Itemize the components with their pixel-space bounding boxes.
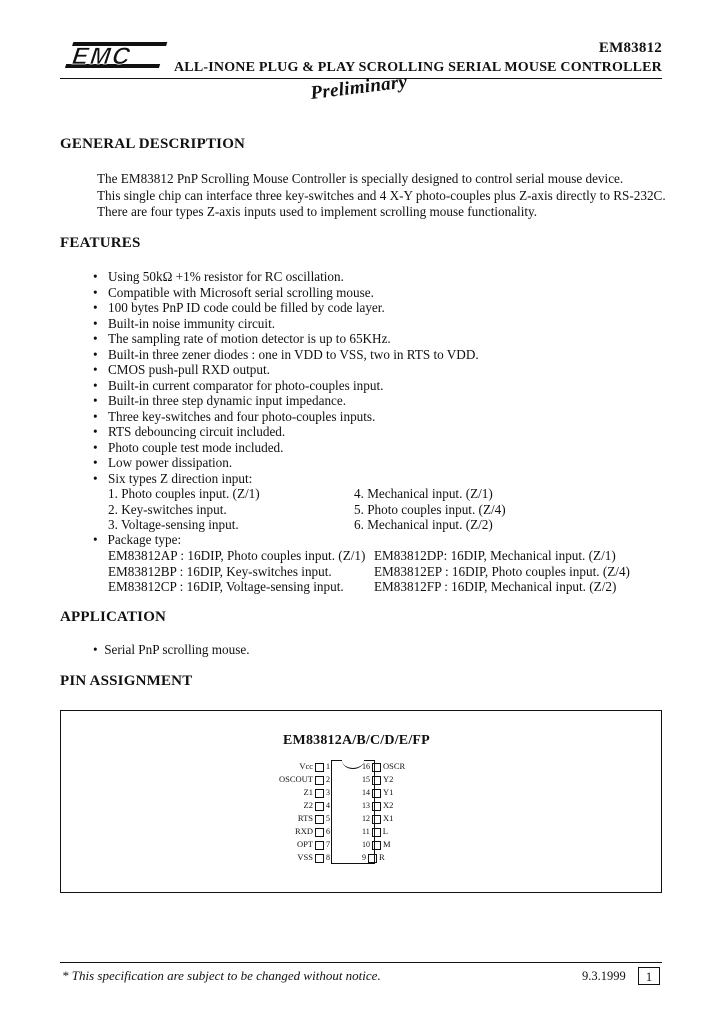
pin: VSS 8: [297, 852, 330, 862]
general-description-text: [97, 171, 677, 221]
pin: Vcc 1: [299, 761, 330, 771]
pin: Z1 3: [303, 787, 330, 797]
package-item: EM83812BP : 16DIP, Key-switches input.: [108, 563, 332, 579]
preliminary-stamp: Preliminary: [309, 71, 409, 105]
svg-text:EMC: EMC: [68, 43, 137, 70]
packages-right: [374, 548, 630, 595]
package-item: EM83812AP : 16DIP, Photo couples input. (Z/1): [108, 548, 366, 563]
pin: 16 OSCR: [362, 761, 406, 771]
description-line: There are four types Z-axis inputs used to implement scrolling mouse functionality.: [97, 204, 538, 219]
pin: 15 Y2: [362, 774, 394, 784]
application-item: • Serial PnP scrolling mouse.: [93, 642, 250, 657]
feature-item: • Low power dissipation.: [93, 455, 233, 470]
pin: RXD 6: [295, 826, 330, 836]
pin: 12 X1: [362, 813, 394, 823]
pin: 13 X2: [362, 800, 394, 810]
feature-item: • Using 50kΩ +1% resistor for RC oscillation.: [93, 269, 344, 284]
package-item: EM83812EP : 16DIP, Photo couples input. (Z/4): [374, 563, 630, 579]
right-pins: [362, 760, 405, 864]
application-heading: APPLICATION: [60, 609, 167, 625]
package-item: EM83812DP: 16DIP, Mechanical input. (Z/1): [374, 548, 616, 563]
package-type-item: • Package type:: [93, 532, 182, 547]
description-line: The EM83812 PnP Scrolling Mouse Controller is specially designed to control serial mouse device.: [97, 171, 624, 186]
pin: 9 R: [362, 852, 385, 862]
z-input-item: 4. Mechanical input. (Z/1): [354, 486, 493, 501]
footer-note: * This specification are subject to be changed without notice.: [62, 968, 381, 983]
feature-item: • RTS debouncing circuit included.: [93, 424, 286, 439]
document-title: ALL-INONE PLUG & PLAY SCROLLING SERIAL MOUSE CONTROLLER: [174, 60, 662, 75]
pin: OSCOUT 2: [278, 774, 330, 784]
chip-title: EM83812A/B/C/D/E/FP: [283, 733, 430, 748]
feature-item: • The sampling rate of motion detector is up to 65KHz.: [93, 331, 391, 346]
package-item: EM83812FP : 16DIP, Mechanical input. (Z/2): [374, 579, 617, 594]
emc-logo: [60, 40, 170, 70]
pin: 10 M: [362, 839, 391, 849]
feature-item: • Compatible with Microsoft serial scrolling mouse.: [93, 284, 374, 300]
z-inputs-right: [354, 486, 506, 533]
feature-item: • Built-in three zener diodes : one in VDD to VSS, two in RTS to VDD.: [93, 346, 479, 362]
chip-notch: [342, 752, 364, 769]
pin-assignment-heading: PIN ASSIGNMENT: [60, 673, 193, 689]
z-input-item: 6. Mechanical input. (Z/2): [354, 517, 493, 532]
z-input-item: 1. Photo couples input. (Z/1): [108, 486, 260, 501]
feature-item: • Three key-switches and four photo-couples inputs.: [93, 408, 376, 424]
feature-item: • Built-in noise immunity circuit.: [93, 315, 276, 331]
pin: 11 L: [362, 826, 388, 836]
footer-date: 9.3.1999: [582, 969, 626, 983]
z-input-item: 5. Photo couples input. (Z/4): [354, 501, 506, 517]
page-number: 1: [638, 967, 660, 985]
feature-item: • CMOS push-pull RXD output.: [93, 362, 270, 377]
feature-item: • Built-in current comparator for photo-couples input.: [93, 377, 384, 393]
part-number: EM83812: [598, 40, 662, 56]
features-list: [93, 269, 479, 486]
pin: 14 Y1: [362, 787, 394, 797]
feature-item: • Built-in three step dynamic input impedance.: [93, 393, 347, 408]
general-description-heading: GENERAL DESCRIPTION: [60, 136, 246, 152]
package-item: EM83812CP : 16DIP, Voltage-sensing input.: [108, 579, 344, 594]
z-inputs-left: [108, 486, 260, 533]
z-input-item: 2. Key-switches input.: [108, 501, 227, 517]
packages-left: [108, 548, 365, 595]
z-input-item: 3. Voltage-sensing input.: [108, 517, 239, 532]
feature-item: • Photo couple test mode included.: [93, 439, 284, 455]
footer-rule: [60, 962, 662, 963]
features-heading: FEATURES: [60, 235, 141, 251]
pin: Z2 4: [303, 800, 330, 810]
description-line: This single chip can interface three key-switches and 4 X-Y photo-couples plus Z-axis directly to RS-232C.: [97, 187, 666, 203]
pin: RTS 5: [297, 813, 330, 823]
feature-item: • 100 bytes PnP ID code could be filled by code layer.: [93, 300, 385, 315]
pin: OPT 7: [296, 839, 330, 849]
feature-item: • Six types Z direction input:: [93, 470, 253, 486]
left-pins: [273, 760, 330, 864]
